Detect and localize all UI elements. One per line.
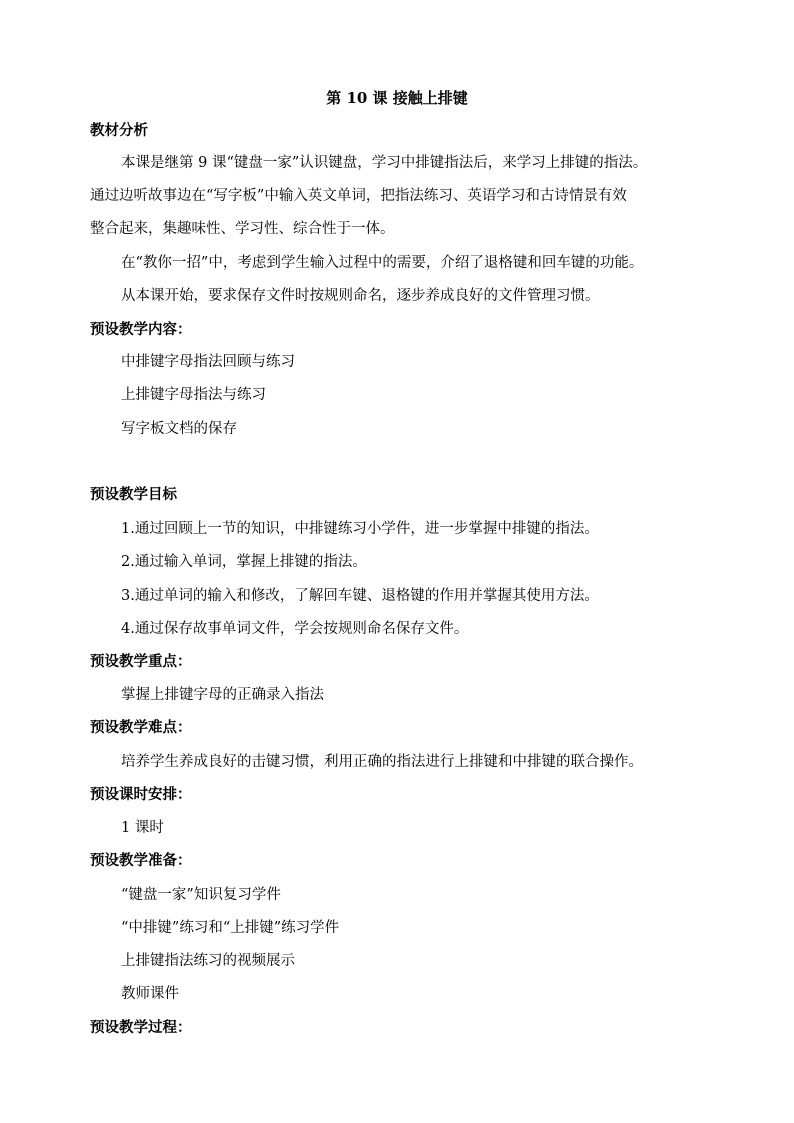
analysis-paragraph: 从本课开始，要求保存文件时按规则命名，逐步养成良好的文件管理习惯。 xyxy=(121,288,600,304)
section-heading-focus: 预设教学重点： xyxy=(90,653,192,670)
section-heading-analysis: 教材分析 xyxy=(90,122,148,139)
prep-list-item: “中排键”练习和“上排键”练习学件 xyxy=(121,920,340,936)
section-heading-prep: 预设教学准备： xyxy=(90,852,192,869)
focus-text: 掌握上排键字母的正确录入指法 xyxy=(121,687,324,703)
goal-item: 1.通过回顾上一节的知识，中排键练习小学件，进一步掌握中排键的指法。 xyxy=(121,521,599,537)
difficulty-text: 培养学生养成良好的击键习惯，利用正确的指法进行上排键和中排键的联合操作。 xyxy=(121,754,643,770)
analysis-paragraph: 本课是继第 9 课“键盘一家”认识键盘，学习中排键指法后，来学习上排键的指法。 xyxy=(121,155,648,171)
prep-list-item: “键盘一家”知识复习学件 xyxy=(121,887,281,903)
section-heading-content: 预设教学内容： xyxy=(90,321,192,338)
section-heading-difficulty: 预设教学难点： xyxy=(90,719,192,736)
page-title: 第 10 课 接触上排键 xyxy=(326,89,468,107)
content-list-item: 写字板文档的保存 xyxy=(121,421,237,437)
section-heading-process: 预设教学过程： xyxy=(90,1019,192,1036)
section-heading-schedule: 预设课时安排： xyxy=(90,786,192,803)
content-list-item: 上排键字母指法与练习 xyxy=(121,387,266,403)
analysis-paragraph: 在“教你一招”中，考虑到学生输入过程中的需要，介绍了退格键和回车键的功能。 xyxy=(121,255,644,271)
goal-item: 4.通过保存故事单词文件，学会按规则命名保存文件。 xyxy=(121,621,469,637)
goal-item: 3.通过单词的输入和修改，了解回车键、退格键的作用并掌握其使用方法。 xyxy=(121,588,599,604)
analysis-paragraph: 通过边听故事边在“写字板”中输入英文单词，把指法练习、英语学习和古诗情景有效 xyxy=(90,188,627,204)
prep-list-item: 上排键指法练习的视频展示 xyxy=(121,953,295,969)
content-list-item: 中排键字母指法回顾与练习 xyxy=(121,354,295,370)
prep-list-item: 教师课件 xyxy=(121,986,179,1002)
section-heading-goals: 预设教学目标 xyxy=(90,486,177,503)
goal-item: 2.通过输入单词，掌握上排键的指法。 xyxy=(121,554,367,570)
schedule-text: 1 课时 xyxy=(121,820,164,836)
analysis-paragraph: 整合起来，集趣味性、学习性、综合性于一体。 xyxy=(90,221,395,237)
